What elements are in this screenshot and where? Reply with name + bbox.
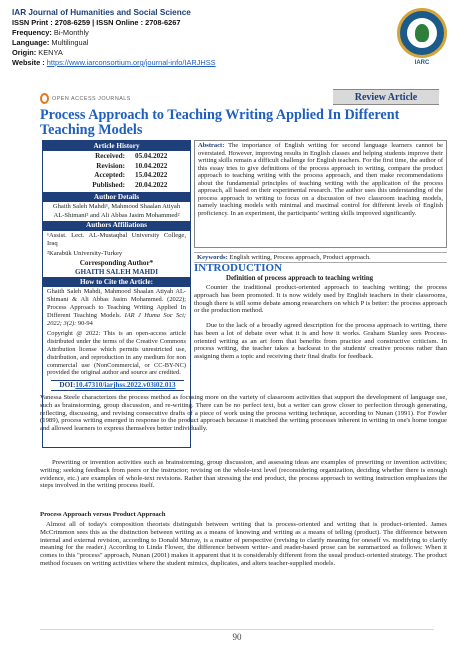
- origin-value: KENYA: [36, 48, 63, 57]
- language-value: Multilingual: [49, 38, 89, 47]
- frequency-line: [12, 28, 392, 38]
- doi-link[interactable]: 10.47310/iarjhss.2022.v03i02.013: [75, 381, 176, 390]
- intro-paragraph-3: Vanessa Steele characterizes the process method as focusing more on the variety of classroom activities that support the development of language use, such as brainstorming, group discussion, and re-writing. There can be no perfect text, but a writer can grow closer to perfection through generating, reflecting, discussing, and revising consecutive drafts of a piece of work using the process writing technique, according to Nunan (1991). For Fowler (1989), process writing emerged in response to the product approach because it matched the writing processes inherent in writing in one's home tongue and allowed learners to express themselves better individually.: [40, 394, 447, 433]
- citation-body: Ghaith Saleh Mahdi, Mahmood Shaalan Atiyah AL-Shimani & Ali Abbas Jasim Mohammed. (2022); Process Approach to Teaching Writing Applied In Different Teaching Models.: [47, 288, 186, 320]
- author-details-heading: Author Details: [43, 192, 190, 202]
- website-link[interactable]: https://www.iarconsortium.org/journal-info/IARJHSS: [46, 58, 216, 67]
- open-access-label: OPEN ACCESS JOURNALS: [52, 95, 131, 102]
- language-line: [12, 38, 392, 48]
- definition-subheading: Definition of process approach to teaching writing: [226, 275, 374, 282]
- citation-text: [43, 287, 190, 329]
- citation-journal: IAR J Huma Soc Sci; 2022; 3(2):: [47, 312, 186, 328]
- abstract-text: The importance of English writing for second language learners cannot be overstated. However, improving results in English classes and helping students improve their writing skills remain a difficult challenge for English teachers. For the first time, the author of this essay tries to give definitions of the process approach to writing, compare the product approach to teaching writing with the process approach, and then make recommendations about the fundamental principles of teaching writing with the application of the process approach, all based on their experimental research. The author uses this understanding of the process approach to writing to focus on a discussion of two classroom teaching models, namely teaching models with minimal and maximal control for different levels of English proficiency. In an experiment, the participants' writing skills improved significantly.: [198, 142, 443, 217]
- origin-label: Origin:: [12, 48, 37, 57]
- history-key: Revision:: [96, 161, 125, 170]
- website-label: Website :: [12, 58, 45, 67]
- article-title: Process Approach to Teaching Writing Applied In Different Teaching Models: [40, 107, 400, 138]
- doi-label: DOI:: [59, 381, 76, 390]
- abstract-label: Abstract:: [198, 142, 225, 149]
- doi-line: [51, 380, 184, 391]
- corresponding-author-heading: Corresponding Author*: [79, 259, 154, 268]
- introduction-heading: INTRODUCTION: [194, 262, 283, 274]
- article-type-badge: Review Article: [333, 89, 439, 105]
- origin-line: [12, 48, 392, 58]
- affiliation-2: ²Karabük University-Turkey: [47, 250, 123, 258]
- citation-pages: 90-94: [76, 320, 93, 328]
- keywords-text: English writing, Process approach, Product approach.: [227, 254, 371, 261]
- section-heading-process-vs-product: Process Approach versus Product Approach: [40, 511, 166, 518]
- history-value: 20.04.2022: [135, 180, 168, 189]
- journal-title: IAR Journal of Humanities and Social Science: [12, 8, 191, 17]
- leaf-icon: [415, 24, 429, 42]
- history-value: 15.04.2022: [135, 171, 168, 180]
- issn-line: ISSN Print : 2708-6259 | ISSN Online : 2708-6267: [12, 18, 181, 27]
- intro-paragraph-1: Counter the traditional product-oriented approach to teaching writing; the process approach has been promoted. It is now widely used by English teachers in their classrooms, though there is still some debate among researchers on which P is better: the process approach or the production method.: [194, 284, 447, 315]
- history-value: 10.04.2022: [135, 161, 168, 170]
- keywords-label: Keywords:: [197, 254, 228, 261]
- history-key: Accepted:: [94, 171, 125, 180]
- history-value: 05.04.2022: [135, 152, 168, 160]
- history-row: [65, 181, 184, 191]
- affiliation-1: ¹Assist. Lect. AL-Mustaqbal University College, Iraq: [47, 231, 186, 247]
- logo-label: IARC: [414, 60, 430, 66]
- affiliations-heading: Authors Affiliations: [43, 221, 190, 231]
- article-history: [43, 151, 190, 192]
- footer-divider: [40, 629, 434, 630]
- history-row: [65, 152, 184, 162]
- journal-header: [12, 8, 392, 68]
- article-history-heading: Article History: [43, 141, 190, 151]
- intro-paragraph-2: Due to the lack of a broadly agreed description for the process approach to writing, there has been a lot of debate over what it is and how it works. Graham Stanley sees Process-oriented writing as an art form that benefits from practice and constructive criticism. In process writing, the teacher takes a backseat to the students' creative process rather than assigning them a topic and receiving their final drafts for feedback.: [194, 322, 447, 361]
- frequency-value: Bi-Monthly: [51, 28, 89, 37]
- open-access-lock-icon: [40, 93, 49, 104]
- history-key: Received:: [95, 152, 125, 160]
- history-row: [65, 162, 184, 172]
- copyright-notice: Copyright @ 2022: This is an open-access article distributed under the terms of the Creative Commons Attribution license which permits unrestricted use, distribution, and reproduction in any medium for non commercial use (NonCommercial, or CC-BY-NC) provided the original author and source are credited.: [47, 329, 186, 377]
- frequency-label: Frequency:: [12, 28, 52, 37]
- cite-heading: How to Cite the Article:: [43, 277, 190, 287]
- history-key: Published:: [92, 180, 125, 189]
- iarc-logo: [393, 6, 451, 68]
- corresponding-author-name: GHAITH SALEH MAHDI: [74, 268, 159, 277]
- language-label: Language:: [12, 38, 50, 47]
- website-line: [12, 58, 392, 68]
- page-number: 90: [232, 632, 242, 642]
- abstract-box: [194, 140, 447, 248]
- open-access-badge: [40, 93, 131, 104]
- section2-paragraph-1: Almost all of today's composition theorists distinguish between writing that is process-oriented and writing that is product-oriented. James McCrimmon sees this as the distinction between writing as a means of knowing and writing as a means of telling (product). The difference between internal and external revision, according to Donald Murray, is a matter of perspective (revising to clarify meaning for oneself vs. modifying to clarify meaning for the reader.) According to Linda Flower, the difference between writer- and reader-based prose can be summarized as follows: When it comes to this "process" approach, Nunan (2001) makes it apparent that it is considerably different from the usual product-oriented strategy. The product method focuses on writing activities where the student mimics, duplicates, and alters teacher-supplied models.: [40, 521, 447, 567]
- author-names: Ghaith Saleh Mahdi¹, Mahmood Shaalan Atiyah AL-Shimani² and Ali Abbas Jasim Mohammed²: [52, 203, 181, 219]
- intro-paragraph-4: Prewriting or invention activities such as brainstorming, group discussion, and assessing ideas are examples of prewriting or invention activities; writing; seeking feedback from peers or the instructor; revising on the whole-text level (reconsidering organization, deciding whether there is enough evidence, etc.) are examples of whole-text revisions. Rather than stressing the end product, the process approach to writing instruction emphasizes the steps involved in the writing process itself.: [40, 459, 447, 490]
- history-row: [65, 171, 184, 181]
